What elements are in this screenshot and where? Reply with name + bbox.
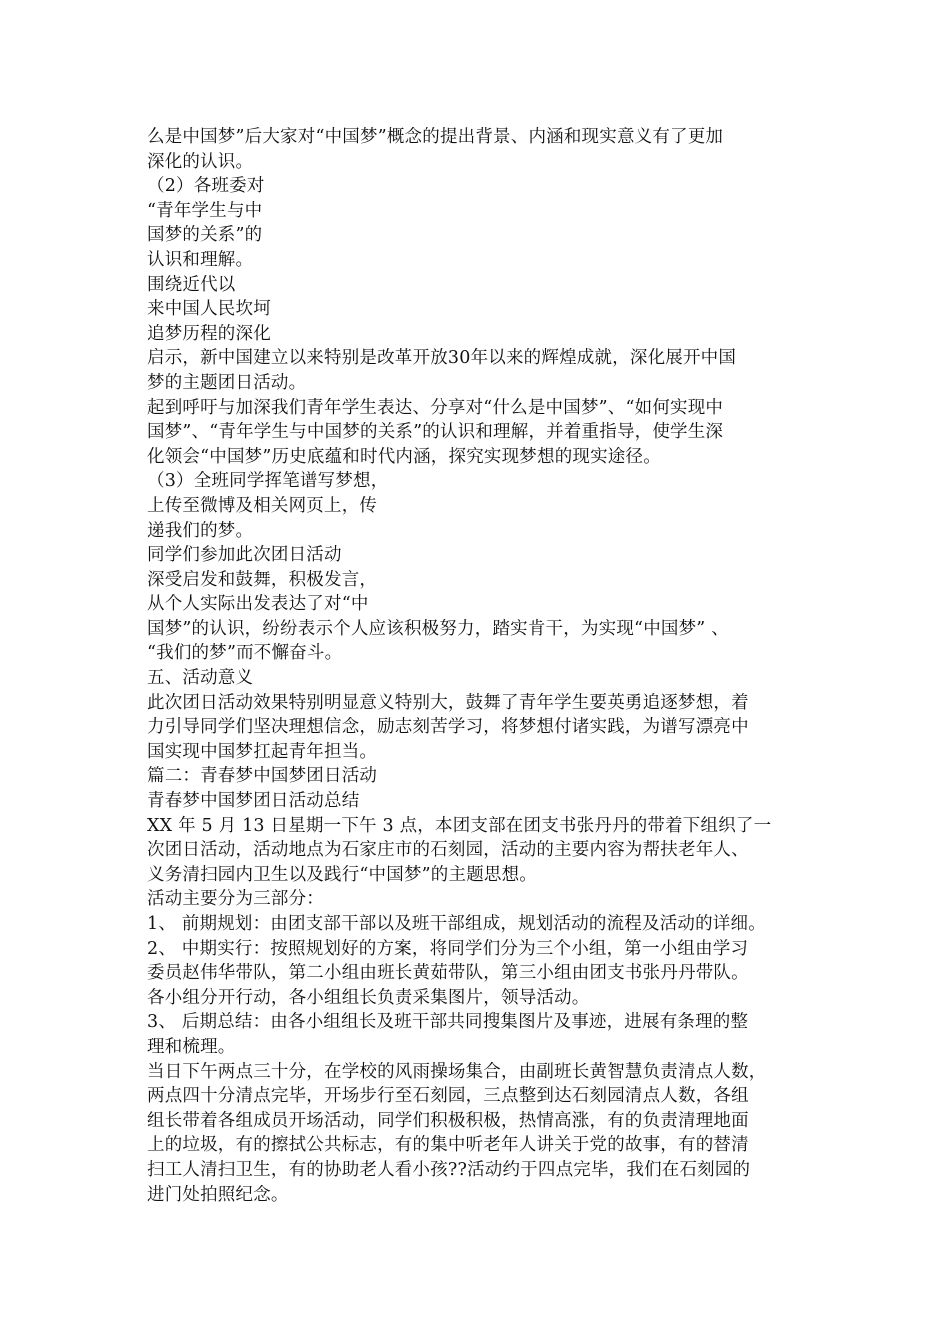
document-body xyxy=(147,125,817,1207)
text-line: XX 年 5 月 13 日星期一下午 3 点，本团支部在团支书张丹丹的带着下组织了一 xyxy=(147,815,772,836)
text-line: 启示，新中国建立以来特别是改革开放30年以来的辉煌成就，深化展开中国 xyxy=(147,348,737,369)
text-line: 同学们参加此次团日活动 xyxy=(147,545,342,566)
text-line: 化领会“中国梦”历史底蕴和时代内涵，探究实现梦想的现实途径。 xyxy=(147,446,661,467)
text-line: 进门处拍照纪念。 xyxy=(147,1184,289,1205)
text-line: 么是中国梦”后大家对“中国梦”概念的提出背景、内涵和现实意义有了更加 xyxy=(147,127,724,147)
text-line: “我们的梦”而不懈奋斗。 xyxy=(147,643,343,664)
text-line: 追梦历程的深化 xyxy=(147,323,271,344)
text-line: 从个人实际出发表达了对“中 xyxy=(147,594,369,615)
text-line: “青年学生与中 xyxy=(147,200,263,221)
text-line: 国实现中国梦扛起青年担当。 xyxy=(147,741,378,762)
text-line: 递我们的梦。 xyxy=(147,520,254,541)
text-line: 上传至微博及相关网页上，传 xyxy=(147,495,378,516)
text-line: 委员赵伟华带队，第二小组由班长黄茹带队，第三小组由团支书张丹丹带队。 xyxy=(147,963,749,984)
list-item: 2、 中期实行：按照规划好的方案，将同学们分为三个小组，第一小组由学习 xyxy=(147,938,749,959)
text-line: 深受启发和鼓舞，积极发言， xyxy=(147,569,378,590)
text-line: 力引导同学们坚决理想信念，励志刻苦学习，将梦想付诸实践，为谱写漂亮中 xyxy=(147,717,749,738)
text-line: 义务清扫园内卫生以及践行“中国梦”的主题思想。 xyxy=(147,864,537,885)
text-line: 组长带着各组成员开场活动，同学们积极积极，热情高涨，有的负责清理地面 xyxy=(147,1110,749,1131)
list-item: 1、 前期规划：由团支部干部以及班干部组成，规划活动的流程及活动的详细。 xyxy=(147,914,766,934)
text-line: 此次团日活动效果特别明显意义特别大，鼓舞了青年学生要英勇追逐梦想，着 xyxy=(147,692,749,713)
text-line: （3）全班同学挥笔谱写梦想， xyxy=(147,471,389,492)
list-item: 3、 后期总结：由各小组组长及班干部共同搜集图片及事迹，进展有条理的整 xyxy=(147,1012,749,1033)
text-line: 梦的主题团日活动。 xyxy=(147,372,307,393)
text-line: 起到呼吁与加深我们青年学生表达、分享对“什么是中国梦”、“如何实现中 xyxy=(147,397,724,418)
document-subtitle: 青春梦中国梦团日活动总结 xyxy=(147,791,360,812)
text-line: 上的垃圾，有的擦拭公共标志，有的集中听老年人讲关于党的故事，有的替清 xyxy=(147,1135,749,1156)
text-line: （2）各班委对 xyxy=(147,176,265,197)
text-line: 理和梳理。 xyxy=(147,1036,236,1057)
text-line: 国梦”、“青年学生与中国梦的关系”的认识和理解，并着重指导，使学生深 xyxy=(147,422,724,443)
text-line: 活动主要分为三部分： xyxy=(147,889,324,910)
section-heading: 五、活动意义 xyxy=(147,668,254,689)
text-line: 围绕近代以 xyxy=(147,274,236,295)
text-line: 国梦的关系”的 xyxy=(147,225,263,246)
text-line: 扫工人清扫卫生，有的协助老人看小孩??活动约于四点完毕，我们在石刻园的 xyxy=(147,1159,751,1180)
text-line: 来中国人民坎坷 xyxy=(147,299,271,320)
text-line: 各小组分开行动，各小组组长负责采集图片，领导活动。 xyxy=(147,987,590,1008)
text-line: 次团日活动，活动地点为石家庄市的石刻园，活动的主要内容为帮扶老年人、 xyxy=(147,840,749,861)
text-line: 国梦”的认识，纷纷表示个人应该积极努力，踏实肯干，为实现“中国梦” 、 xyxy=(147,618,729,639)
text-line: 深化的认识。 xyxy=(147,151,254,172)
section-heading: 篇二：青春梦中国梦团日活动 xyxy=(147,766,378,787)
text-line: 认识和理解。 xyxy=(147,249,254,270)
text-line: 当日下午两点三十分，在学校的风雨操场集合，由副班长黄智慧负责清点人数， xyxy=(147,1061,767,1082)
text-line: 两点四十分清点完毕，开场步行至石刻园，三点整到达石刻园清点人数，各组 xyxy=(147,1086,749,1107)
